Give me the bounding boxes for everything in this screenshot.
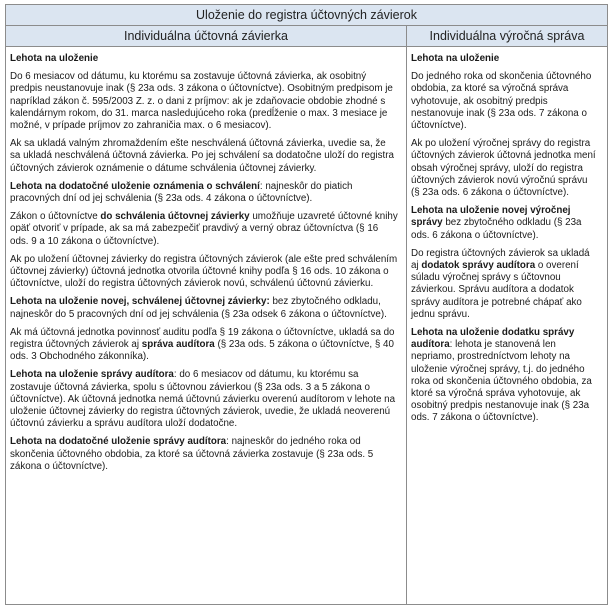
bold-text: Lehota na uloženie správy audítora	[10, 369, 174, 381]
bold-text: do schválenia účtovnej závierky	[100, 211, 250, 223]
paragraph	[10, 211, 398, 248]
text: bez zbytočného odkladu (§ 23a ods. 6 zákona o účtovníctve).	[411, 217, 582, 241]
paragraph	[10, 181, 398, 205]
document-table	[5, 4, 608, 605]
bold-text: Lehota na dodatočné uloženie oznámenia o schválení	[10, 180, 260, 192]
bold-text: Lehota na uloženie	[411, 53, 500, 64]
left-column-header: Individuálna účtovná závierka	[6, 26, 407, 46]
text: Ak po uložení účtovnej závierky do registra účtovných závierok (ale ešte pred schválením účtovnej závierky) účtovná jednotka otvorila účtovné knihy podľa § 16 ods. 10 zákona o účtovníctve, uloží do registra účtovných závierok novú, schválenú účtovnú závierku.	[10, 253, 398, 290]
column-headers	[6, 26, 607, 47]
paragraph	[10, 369, 398, 430]
text: Do jedného roka od skončenia účtovného obdobia, za ktoré sa výročná správa vyhotovuje, ak osobitný predpis nestanovuje inak (§ 23a ods. 7 zákona o účtovníctve).	[411, 71, 592, 132]
paragraph	[10, 138, 398, 175]
text: Zákon o účtovníctve	[10, 211, 101, 223]
right-column-content	[407, 47, 607, 604]
table-body	[6, 47, 607, 604]
paragraph	[411, 138, 597, 199]
text: Ak má účtovná jednotka povinnosť auditu podľa § 19 zákona o účtovníctve, ukladá sa do registra účtovných závierok aj	[10, 326, 395, 351]
bold-text: správa audítora	[141, 339, 215, 351]
paragraph	[411, 327, 597, 425]
text: Do 6 mesiacov od dátumu, ku ktorému sa zostavuje účtovná závierka, ak osobitný predpis neustanovuje inak (§ 23a ods. 3 zákona o účtovníctve). Osobitným predpisom je napríklad zákon č. 595/2003 Z. z. o dani z príjmov: ak je zdaňovacie obdobie zhodné s kalendárnym rokom, do 31. marca nasledujúceho roka (predĺženie o max. 3 mesiace je možné, v prípade príjmov zo zahraničia max. o 6 mesiacov).	[10, 71, 393, 132]
paragraph	[411, 205, 597, 242]
text: umožňuje uzavreté účtovné knihy opäť otvoriť v prípade, ak sa má zabezpečiť pravdivý a verný obraz účtovníctva (§ 16 ods. 9 a 10 zákona o účtovníctve).	[10, 211, 398, 247]
paragraph	[411, 71, 597, 132]
text: Do registra účtovných závierok sa ukladá aj	[411, 247, 590, 272]
text: bez zbytočného odkladu, najneskôr do 5 pracovných dní od jej schválenia (§ 23a odsek 6 zákona o účtovníctve).	[10, 296, 387, 320]
paragraph	[10, 436, 398, 473]
bold-text: Lehota na uloženie dodatku správy audítora	[411, 327, 575, 351]
text: Ak sa ukladá valným zhromaždením ešte neschválená účtovná závierka, uvedie sa, že sa ukladá neschválená účtovná závierka. Po jej schválení sa dodatočne uloží do registra účtovných závierok oznámenie o dátume schválenia účtovnej závierky.	[10, 138, 394, 174]
table-title: Uloženie do registra účtovných závierok	[6, 5, 607, 26]
text: (§ 23a ods. 5 zákona o účtovníctve, § 40 ods. 3 Obchodného zákonníka).	[10, 339, 394, 363]
paragraph	[411, 53, 597, 65]
bold-text: dodatok správy audítora	[421, 260, 536, 272]
text: : najneskôr do piatich pracovných dní od jej schválenia (§ 23a ods. 4 zákona o účtovníctve).	[10, 180, 353, 205]
paragraph	[10, 71, 398, 132]
paragraph	[411, 248, 597, 321]
bold-text: Lehota na uloženie	[10, 53, 99, 64]
paragraph	[10, 327, 398, 364]
text: o overení súladu výročnej správy s účtovnou závierkou. Správu audítora a dodatok správy audítora je potrebné chápať ako jednu správu.	[411, 260, 582, 320]
text: : najneskôr do jedného roka od skončenia účtovného obdobia, za ktoré sa účtovná závierka zostavuje (§ 23a ods. 5 zákona o účtovníctve).	[10, 436, 374, 472]
right-column-header: Individuálna výročná správa	[429, 29, 585, 43]
paragraph	[10, 254, 398, 291]
paragraph	[10, 296, 398, 320]
left-column-content	[6, 47, 407, 604]
bold-text: Lehota na dodatočné uloženie správy audítora	[10, 436, 227, 448]
text: : do 6 mesiacov od dátumu, ku ktorému sa zostavuje účtovná závierka, spolu s účtovnou závierkou (§ 23a ods. 3 a 5 zákona o účtovníctve). Ak účtovná jednotka nemá účtovnú závierku overenú audítorom v lehote na uloženie účtovnej závierky do registra účtovných závierok, uvedie, že ukladá neoverenú účtovnú závierku a správu audítora uloží dodatočne.	[10, 369, 396, 430]
bold-text: Lehota na uloženie novej výročnej správy	[411, 205, 571, 229]
text: : lehota je stanovená len nepriamo, prostredníctvom lehoty na uloženie výročnej správy, t.j. do jedného roka od skončenia účtovného obdobia, za ktoré sa výročná správa vyhotovuje, ak osobitný predpis nestanovuje inak (§ 23a ods. 7 zákona o účtovníctve).	[411, 339, 592, 424]
bold-text: Lehota na uloženie novej, schválenej účtovnej závierky:	[10, 296, 270, 308]
text: Ak po uložení výročnej správy do registra účtovných závierok účtovná jednotka mení obsah výročnej správy, uloží do registra účtovných závierok novú výročnú správu (§ 23a ods. 6 zákona o účtovníctve).	[411, 138, 596, 199]
paragraph	[10, 53, 398, 65]
